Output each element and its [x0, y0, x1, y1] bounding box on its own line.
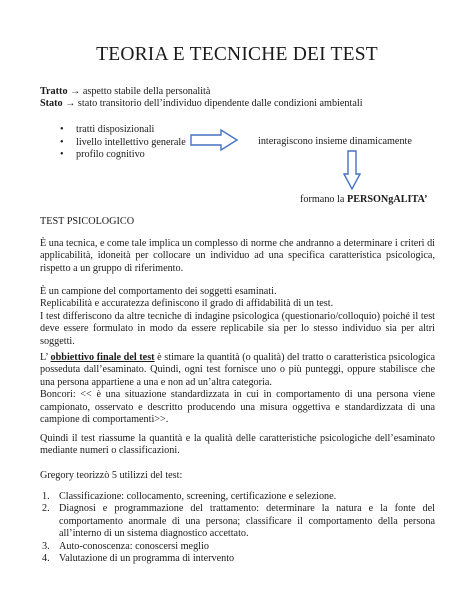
list-item	[42, 553, 435, 565]
list-number: 3.	[42, 540, 50, 552]
list-text: Diagnosi e programmazione del trattamento: determinare la natura e la fonte del comportamento anormale di una persona; classificare il comportamento della persona all’interno di un sistema diagnostico accettato.	[59, 503, 435, 540]
paragraph-definition: È una tecnica, e come tale implica un complesso di norme che andranno a determinare i criteri di applicabilità, idoneità per collocare un individuo ad una specifica caratteristica psicologica, rispetto a un gruppo di riferimento.	[40, 238, 435, 274]
result-prefix: formano la	[300, 194, 347, 205]
trait-bullet-list	[58, 124, 186, 162]
definition-stato	[40, 98, 363, 110]
section-heading: TEST PSICOLOGICO	[40, 216, 135, 227]
list-item: • profilo cognitivo	[58, 149, 186, 162]
definition-tratto	[40, 86, 210, 98]
list-text: Auto-conoscenza: conoscersi meglio	[59, 540, 209, 552]
term-stato: Stato	[40, 98, 63, 109]
personality-result	[300, 194, 428, 206]
paragraph-summary: Quindi il test riassume la quantità e la qualità delle caratteristiche psicologiche dell’esaminato mediante numeri o classificazioni.	[40, 433, 435, 457]
paragraph-line: Replicabilità e accuratezza definiscono il grado di affidabilità di un test.	[40, 298, 334, 310]
objective-bold: obbiettivo finale del test	[50, 352, 155, 363]
boncori-quote: Boncori: << è una situazione standardizzata in cui in comportamento di una persona viene campionato, osservato e descritto producendo una misura oggettiva e standardizzata di una campione di comportamenti>>.	[40, 389, 435, 426]
right-arrow-icon	[190, 129, 238, 151]
uses-list	[42, 491, 435, 565]
paragraph-objective	[40, 352, 435, 426]
page-title: TEORIA E TECNICHE DEI TEST	[96, 44, 378, 65]
list-item: • livello intellettivo generale	[58, 137, 186, 150]
definition-tratto-text: → aspetto stabile della personalità	[67, 86, 211, 97]
list-number: 2.	[42, 503, 50, 515]
list-item	[42, 491, 435, 503]
list-text: Classificazione: collocamento, screening, certificazione e selezione.	[59, 491, 337, 502]
objective-text: è stimare la quantità (o qualità) del tratto o caratteristica psicologica posseduta dall’esaminato. Quindi, ogni test fornisce uno o più punteggi, oppure stabilisce che una persona appartiene a una e non ad un’altra categoria.	[40, 352, 435, 388]
down-arrow-icon	[343, 150, 361, 190]
result-bold: PERSONgALITA’	[346, 194, 428, 205]
paragraph-line: I test differiscono da altre tecniche di indagine psicologica (questionario/colloquio) poiché il test deve essere formulato in modo da essere replicabile sia per lo stesso individuo sia per altri soggetti.	[40, 310, 435, 347]
list-item	[42, 503, 435, 540]
term-tratto: Tratto	[40, 86, 68, 97]
list-text: Valutazione di un programma di intervento	[59, 553, 235, 565]
paragraph-line: È un campione del comportamento dei soggetti esaminati.	[40, 286, 277, 297]
list-number: 1.	[42, 491, 50, 502]
objective-prefix: L’	[40, 352, 51, 363]
list-item	[42, 541, 435, 553]
list-item: • tratti disposizionali	[58, 124, 186, 137]
paragraph-sample	[40, 286, 435, 348]
interact-text: interagiscono insieme dinamicamente	[258, 136, 412, 147]
uses-intro: Gregory teorizzò 5 utilizzi del test:	[40, 470, 183, 481]
list-number: 4.	[42, 553, 50, 565]
definition-stato-text: → stato transitorio dell’individuo dipendente dalle condizioni ambientali	[62, 98, 363, 109]
